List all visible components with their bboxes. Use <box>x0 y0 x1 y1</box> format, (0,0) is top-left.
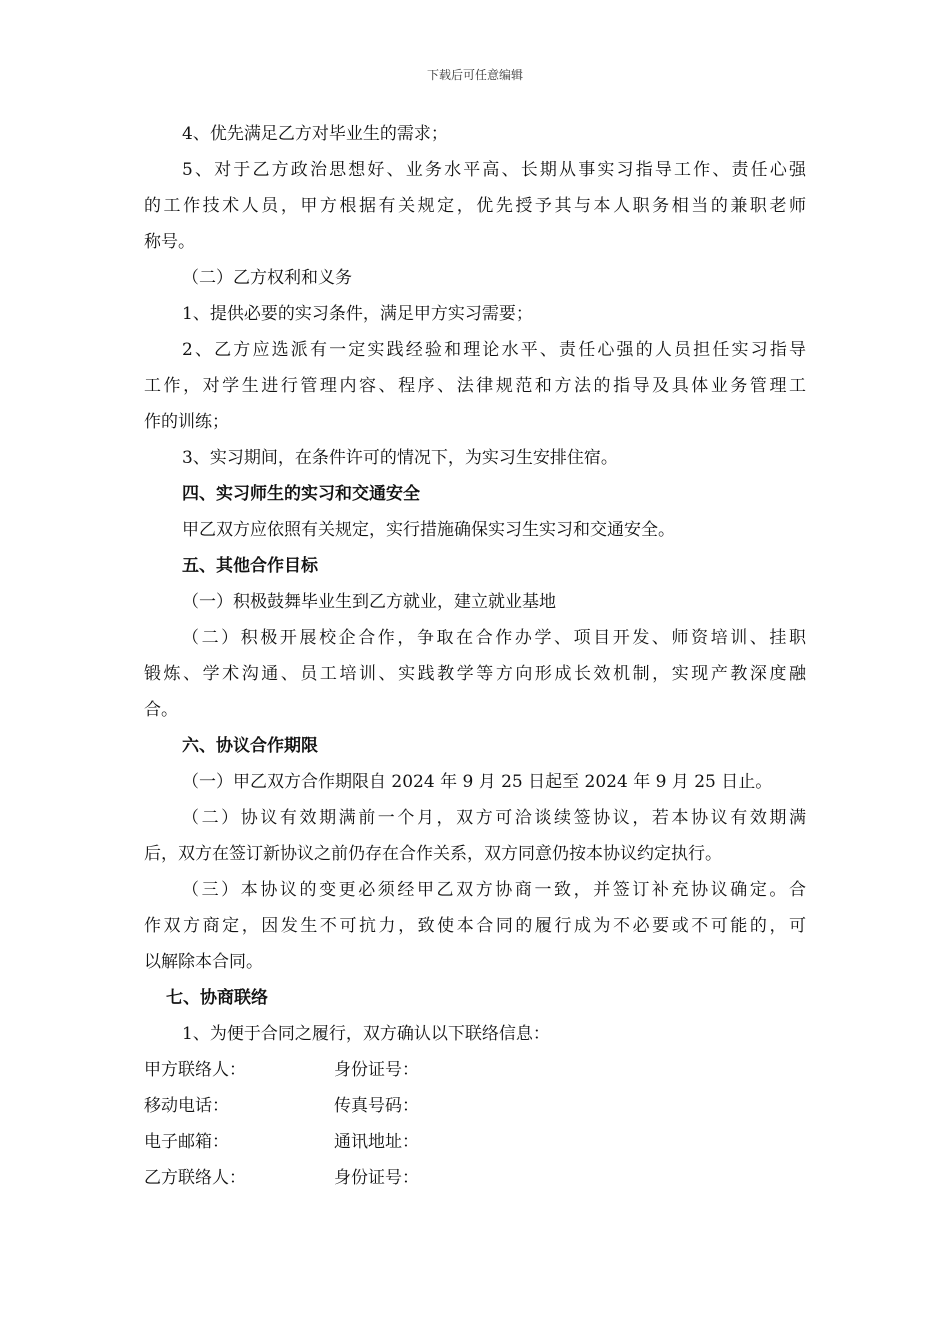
page-header: 下载后可任意编辑 <box>426 68 523 82</box>
paragraph: 工作，对学生进行管理内容、程序、法律规范和方法的指导及具体业务管理工 <box>144 376 806 396</box>
paragraph: 合。 <box>144 700 178 720</box>
contact-label-right: 通讯地址： <box>334 1132 419 1152</box>
contact-label-right: 传真号码： <box>334 1096 419 1116</box>
section-heading: 六、协议合作期限 <box>182 736 318 756</box>
contact-label-right: 身份证号： <box>334 1168 419 1188</box>
contact-label-left: 甲方联络人： <box>144 1060 246 1080</box>
paragraph: 5、对于乙方政治思想好、业务水平高、长期从事实习指导工作、责任心强 <box>182 160 806 180</box>
paragraph: 称号。 <box>144 232 195 252</box>
contact-row <box>144 1166 806 1190</box>
contact-label-left: 移动电话： <box>144 1096 229 1116</box>
paragraph: 的工作技术人员，甲方根据有关规定，优先授予其与本人职务相当的兼职老师 <box>144 196 806 216</box>
document-body <box>144 122 806 1190</box>
contact-row <box>144 1094 806 1118</box>
paragraph: （三）本协议的变更必须经甲乙双方协商一致，并签订补充协议确定。合 <box>182 880 806 900</box>
paragraph: 以解除本合同。 <box>144 952 263 972</box>
paragraph: 作的训练； <box>144 412 229 432</box>
paragraph: （一）积极鼓舞毕业生到乙方就业，建立就业基地 <box>182 592 556 612</box>
paragraph: （二）积极开展校企合作，争取在合作办学、项目开发、师资培训、挂职 <box>182 628 806 648</box>
paragraph: 1、提供必要的实习条件，满足甲方实习需要； <box>182 304 533 324</box>
section-heading: 七、协商联络 <box>166 988 268 1008</box>
paragraph: 甲乙双方应依照有关规定，实行措施确保实习生实习和交通安全。 <box>182 520 675 540</box>
paragraph: 后，双方在签订新协议之前仍存在合作关系，双方同意仍按本协议约定执行。 <box>144 844 722 864</box>
paragraph: 作双方商定，因发生不可抗力，致使本合同的履行成为不必要或不可能的，可 <box>144 916 806 936</box>
contact-label-left: 乙方联络人： <box>144 1168 246 1188</box>
paragraph: 锻炼、学术沟通、员工培训、实践教学等方向形成长效机制，实现产教深度融 <box>144 664 806 684</box>
paragraph: 1、为便于合同之履行，双方确认以下联络信息： <box>182 1024 550 1044</box>
section-heading: 五、其他合作目标 <box>182 556 318 576</box>
contact-row <box>144 1058 806 1082</box>
contact-label-left: 电子邮箱： <box>144 1132 229 1152</box>
contact-label-right: 身份证号： <box>334 1060 419 1080</box>
paragraph: （一）甲乙双方合作期限自 2024 年 9 月 25 日起至 2024 年 9 月 25 日止。 <box>182 772 773 792</box>
paragraph: 2、乙方应选派有一定实践经验和理论水平、责任心强的人员担任实习指导 <box>182 340 806 360</box>
paragraph: 4、优先满足乙方对毕业生的需求； <box>182 124 448 144</box>
contact-row <box>144 1130 806 1154</box>
paragraph: （二）协议有效期满前一个月，双方可洽谈续签协议，若本协议有效期满 <box>182 808 806 828</box>
paragraph: 3、实习期间，在条件许可的情况下，为实习生安排住宿。 <box>182 448 618 468</box>
paragraph: （二）乙方权利和义务 <box>182 268 352 288</box>
section-heading: 四、实习师生的实习和交通安全 <box>182 484 420 504</box>
